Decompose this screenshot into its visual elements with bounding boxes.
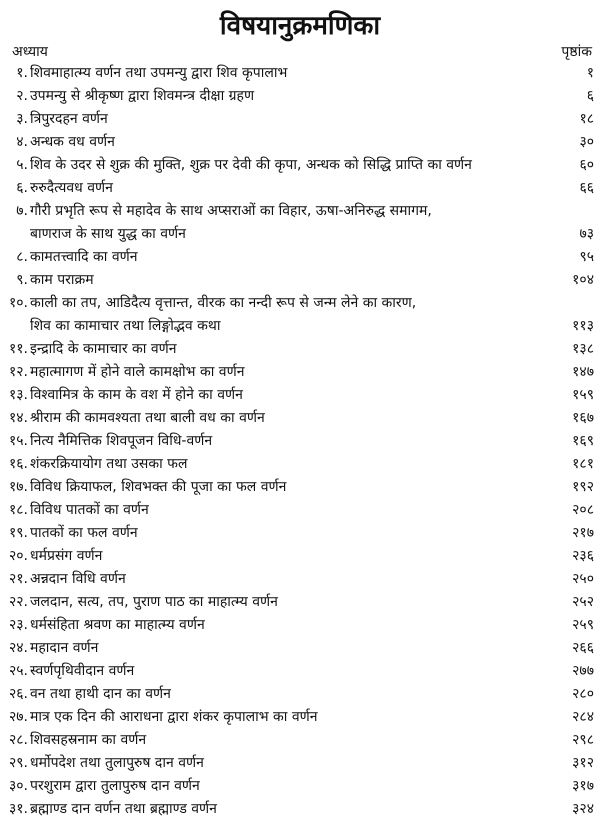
chapter-number: १४. [8,410,28,426]
toc-entry [0,637,600,660]
chapter-title: जलदान, सत्य, तप, पुराण पाठ का माहात्म्य वर्णन [30,594,278,610]
page-number: २६६ [572,640,594,656]
chapter-number: ६. [16,180,28,196]
page-number: २५९ [572,617,594,633]
toc-entry [0,476,600,499]
chapter-number: २९. [8,755,28,771]
page-number: २३६ [572,548,594,564]
chapter-title: रुरुदैत्यवध वर्णन [30,180,113,196]
chapter-column-header: अध्याय [12,44,48,60]
toc-entry [0,775,600,798]
page-number: ६० [579,157,594,173]
page-number: २९८ [572,732,594,748]
chapter-title: विविध क्रियाफल, शिवभक्त की पूजा का फल वर्णन [30,479,287,495]
toc-entry [0,108,600,131]
chapter-title: धर्मसंहिता श्रवण का माहात्म्य वर्णन [30,617,205,633]
chapter-number: २२. [8,594,28,610]
chapter-number: १५. [8,433,28,449]
toc-entry [0,407,600,430]
chapter-title: शिवमाहात्म्य वर्णन तथा उपमन्यु द्वारा शिव कृपालाभ [30,65,288,81]
toc-entry [0,683,600,706]
page-number: २७७ [572,663,594,679]
toc-entry [0,660,600,683]
toc-entry [0,591,600,614]
chapter-number: १८. [8,502,28,518]
page-number: ६६ [579,180,594,196]
page-number: ६ [586,88,594,104]
chapter-number: २४. [8,640,28,656]
toc-entry [0,246,600,269]
chapter-title: श्रीराम की कामवश्यता तथा बाली वध का वर्णन [30,410,265,426]
page-number: ३२४ [572,801,594,817]
toc-entry [0,614,600,637]
chapter-title: काली का तप, आडिदैत्य वृत्तान्त, वीरक का नन्दी रूप से जन्म लेने का कारण, [30,295,417,311]
chapter-title: उपमन्यु से श्रीकृष्ण द्वारा शिवमन्त्र दीक्षा ग्रहण [30,88,255,104]
toc-entry [0,522,600,545]
chapter-title: कामतत्त्वादि का वर्णन [30,249,138,265]
chapter-number: २. [16,88,28,104]
chapter-number: ३. [16,111,28,127]
toc-entry [0,85,600,108]
page-number: १०४ [572,272,594,288]
toc-entry [0,269,600,292]
chapter-title: धर्मोपदेश तथा तुलापुरुष दान वर्णन [30,755,204,771]
chapter-number: ११. [8,341,28,357]
toc-entry [0,131,600,154]
chapter-title: वन तथा हाथी दान का वर्णन [30,686,171,702]
toc-entry [0,62,600,85]
chapter-title: नित्य नैमित्तिक शिवपूजन विधि-वर्णन [30,433,213,449]
page-number: २१७ [572,525,594,541]
chapter-number: १३. [8,387,28,403]
page-number: २८४ [572,709,594,725]
chapter-title: इन्द्रादि के कामाचार का वर्णन [30,341,177,357]
toc-entry-continuation [0,315,600,338]
toc-entry [0,706,600,729]
chapter-title-continued: बाणराज के साथ युद्ध का वर्णन [30,226,186,242]
toc-entry [0,430,600,453]
chapter-title: शिवसहस्रनाम का वर्णन [30,732,147,748]
page-number: ३१७ [572,778,594,794]
toc-entry [0,499,600,522]
chapter-title: त्रिपुरदहन वर्णन [30,111,108,127]
chapter-number: ४. [16,134,28,150]
chapter-number: ८. [16,249,28,265]
toc-entry [0,568,600,591]
toc-entry [0,729,600,752]
chapter-number: २०. [8,548,28,564]
chapter-title: अन्नदान विधि वर्णन [30,571,126,587]
chapter-number: १७. [8,479,28,495]
chapter-number: १०. [8,295,28,311]
page-number: २५० [572,571,594,587]
chapter-title-continued: शिव का कामाचार तथा लिङ्गोद्भव कथा [30,318,221,334]
chapter-number: २५. [8,663,28,679]
chapter-number: २७. [8,709,28,725]
page-column-header: पृष्ठांक [561,44,592,60]
toc-entry [0,154,600,177]
page-number: ९५ [579,249,594,265]
page-number: १४७ [572,364,594,380]
page-number: १९२ [572,479,594,495]
toc-entry [0,177,600,200]
toc-entry [0,292,600,315]
chapter-number: १. [16,65,28,81]
chapter-number: १९. [8,525,28,541]
chapter-number: १६. [8,456,28,472]
chapter-title: महात्मागण में होने वाले कामक्षोभ का वर्णन [30,364,245,380]
page-number: १६९ [572,433,594,449]
page-number: ११३ [572,318,594,334]
page-number: २५२ [572,594,594,610]
chapter-number: २१. [8,571,28,587]
chapter-number: ५. [16,157,28,173]
page-number: ३० [579,134,594,150]
page-number: ७३ [579,226,594,242]
chapter-title: परशुराम द्वारा तुलापुरुष दान वर्णन [30,778,200,794]
chapter-number: २३. [8,617,28,633]
chapter-number: ३१. [8,801,28,817]
chapter-title: ब्रह्माण्ड दान वर्णन तथा ब्रह्माण्ड वर्णन [30,801,217,817]
toc-entry [0,338,600,361]
chapter-title: अन्धक वध वर्णन [30,134,115,150]
toc-entry [0,752,600,775]
page-number: ३१२ [572,755,594,771]
chapter-number: ७. [16,203,28,219]
page-number: २८० [572,686,594,702]
chapter-number: २६. [8,686,28,702]
page-number: २०८ [572,502,594,518]
toc-entry [0,384,600,407]
toc-entry [0,545,600,568]
chapter-number: २८. [8,732,28,748]
page-title: विषयानुक्रमणिका [219,11,381,41]
chapter-number: १२. [8,364,28,380]
page-number: १३८ [572,341,594,357]
chapter-title: विविध पातकों का वर्णन [30,502,149,518]
chapter-title: गौरी प्रभृति रूप से महादेव के साथ अप्सराओं का विहार, ऊषा-अनिरुद्ध समागम, [30,203,432,219]
page-number: १८१ [572,456,594,472]
chapter-title: पातकों का फल वर्णन [30,525,138,541]
page-number: १५९ [572,387,594,403]
chapter-title: मात्र एक दिन की आराधना द्वारा शंकर कृपालाभ का वर्णन [30,709,318,725]
chapter-number: ९. [16,272,28,288]
toc-entry [0,361,600,384]
chapter-title: धर्मप्रसंग वर्णन [30,548,103,564]
page-number: १८ [579,111,594,127]
chapter-title: स्वर्णपृथिवीदान वर्णन [30,663,135,679]
chapter-title: शंकरक्रियायोग तथा उसका फल [30,456,188,472]
chapter-number: ३०. [8,778,28,794]
chapter-title: विश्वामित्र के काम के वश में होने का वर्णन [30,387,243,403]
toc-entry-continuation [0,223,600,246]
chapter-title: महादान वर्णन [30,640,99,656]
chapter-title: शिव के उदर से शुक्र की मुक्ति, शुक्र पर देवी की कृपा, अन्धक को सिद्धि प्राप्ति का वर्णन [30,157,472,173]
toc-list [0,62,600,821]
page-number: १ [586,65,594,81]
page-number: १६७ [572,410,594,426]
chapter-title: काम पराक्रम [30,272,94,288]
toc-entry [0,453,600,476]
toc-entry [0,200,600,223]
